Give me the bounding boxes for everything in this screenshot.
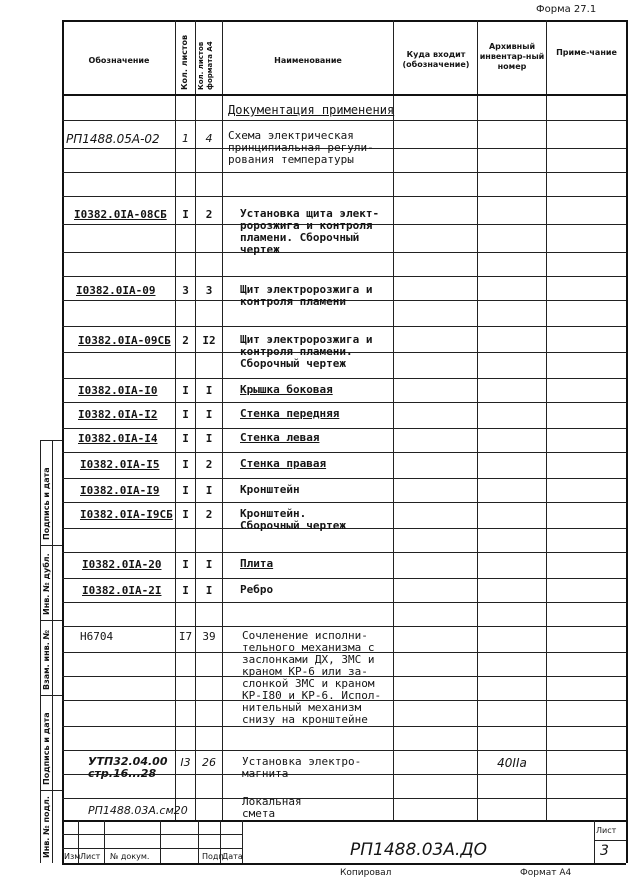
row-line [62,726,626,727]
row-line [62,120,626,121]
row-10-code: I0382.0IA-I9СБ [80,508,173,521]
row-8-sheets: I [182,458,189,471]
row-8-name: Стенка правая [240,457,327,470]
header-designation: Обозначение [88,56,150,65]
tb-izm: Изм [64,852,81,861]
row-1-a4: 4 [205,132,213,145]
frame-bottom [62,863,626,865]
row-1-name: Схема электрическая принципиальная регули- рования температуры [228,129,374,166]
row-6-name: Стенка передняя [240,407,340,420]
row-7-sheets: I [182,432,189,445]
margin-left-edge [40,440,41,863]
margin-inner-edge [52,440,53,863]
row-8-code: I0382.0IA-I5 [80,458,160,471]
row-12-a4: I [205,584,213,597]
row-3-name: Щит электророзжига и контроля пламени [240,283,373,308]
row-3-code: I0382.0IA-09 [76,284,156,297]
row-line [62,428,626,429]
header-archive: Архивный инвентар-ный номер [479,42,545,71]
row-line [62,552,626,553]
row-5-name: Крышка боковая [240,383,333,396]
row-11-code: I0382.0IA-20 [82,558,162,571]
tb-data: Дата [222,852,243,861]
row-line [62,402,626,403]
row-11-a4: I [205,558,213,571]
row-line [62,452,626,453]
row-4-a4: I2 [202,334,216,347]
row-7-a4: I [205,432,213,445]
form-label: Форма 27.1 [536,4,597,15]
margin-sep-2 [40,620,62,621]
margin-vzam-inv: Взам. инв. № [42,629,51,690]
row-10-name: Кронштейн. Сборочный чертеж [240,507,346,532]
margin-inv-dubl: Инв. № дубл. [42,553,51,615]
row-line [62,326,626,327]
row-11-sheets: I [182,558,189,571]
row-13-a4: 39 [202,630,216,643]
row-7-name: Стенка левая [240,431,320,444]
frame-top [62,20,626,22]
row-4-code: I0382.0IA-09СБ [78,334,171,347]
row-6-sheets: I [182,408,189,421]
tb-list: Лист [80,852,101,861]
footer-format: Формат А4 [520,868,572,878]
frame-right [626,20,628,863]
row-line [62,172,626,173]
header-bottom-line [62,94,626,96]
row-14-a4: 26 [202,756,216,769]
row-5-sheets: I [182,384,189,397]
row-line [62,276,626,277]
row-10-a4: 2 [205,508,213,521]
margin-sign-date-bottom: Подпись и дата [42,712,51,785]
row-9-a4: I [205,484,213,497]
margin-sign-date-top: Подпись и дата [42,467,51,540]
row-5-a4: I [205,384,213,397]
row-13-sheets: I7 [178,630,193,643]
header-where-used: Куда входит (обозначение) [402,50,470,69]
row-8-a4: 2 [205,458,213,471]
title-block-top [62,820,626,822]
row-line [62,750,626,751]
tb-col [160,820,161,863]
tb-col [198,820,199,863]
row-14-code: УТП32.04.00 стр.16...28 [88,755,168,780]
title-block-row [62,834,242,835]
row-2-a4: 2 [205,208,213,221]
row-2-code: I0382.0IA-08СБ [74,208,167,221]
row-15-name: Локальная смета [242,795,302,820]
row-15-code: РП1488.03А.см20 [88,804,188,817]
row-1-code: РП1488.05А-02 [66,132,160,146]
row-line [62,502,626,503]
row-line [62,378,626,379]
row-14-sheets: I3 [180,756,191,769]
margin-top [40,440,62,441]
row-line [62,578,626,579]
tb-sheet-no: 3 [600,843,609,859]
header-sheets: Кол. листов [180,34,189,90]
row-9-code: I0382.0IA-I9 [80,484,160,497]
row-10-sheets: I [182,508,189,521]
row-14-name: Установка электро- магнита [242,755,362,780]
row-2-sheets: I [182,208,189,221]
row-12-name: Ребро [240,583,274,596]
row-11-name: Плита [240,557,274,570]
row-4-name: Щит электророзжига и контроля пламени. Сборочный чертеж [240,333,373,370]
header-name: Наименование [274,56,342,65]
row-13-code: Н6704 [80,630,114,643]
row-line [62,798,626,799]
row-14-archive: 40IIа [497,756,527,770]
title-block-sheet-line [594,840,626,841]
row-1-sheets: 1 [182,132,189,145]
row-12-code: I0382.0IA-2I [82,584,162,597]
row-0-name: Документация применения [228,103,395,117]
row-6-code: I0382.0IA-I2 [78,408,158,421]
row-5-code: I0382.0IA-I0 [78,384,158,397]
row-9-sheets: I [182,484,189,497]
margin-inv-podl: Инв. № подл. [42,796,51,858]
row-line [62,602,626,603]
row-4-sheets: 2 [182,334,189,347]
margin-sep-4 [40,790,62,791]
title-block-row [62,848,242,849]
row-6-a4: I [205,408,213,421]
row-12-sheets: I [182,584,189,597]
row-7-code: I0382.0IA-I4 [78,432,158,445]
tb-podp: Подп. [202,852,227,861]
tb-doc-code: РП1488.03А.ДО [350,840,488,860]
row-line [62,626,626,627]
row-13-name: Сочленение исполни- тельного механизма с заслонками ДХ, ЗМС и краном КР-6 или за- слонкой ЗМС и краном КР-I80 и КР-6. Испол- нительный механизм снизу на кронштейне [242,629,382,726]
frame-left [62,20,64,863]
tb-sheet-label: Лист [596,826,617,835]
title-block-sep-sheet [594,820,595,863]
tb-doc-no: № докум. [110,852,150,861]
row-line [62,196,626,197]
header-note: Приме-чание [556,48,617,57]
row-3-sheets: 3 [182,284,189,297]
row-line [62,478,626,479]
tb-col [104,820,105,863]
header-sheets-a4: Кол. листов формата А4 [197,41,214,90]
margin-sep-3 [40,695,62,696]
footer-copied: Копировал [340,868,392,878]
row-9-name: Кронштейн [240,483,300,496]
row-2-name: Установка щита элект- ророзжига и контроля пламени. Сборочный чертеж [240,207,380,256]
row-3-a4: 3 [205,284,213,297]
margin-sep-1 [40,545,62,546]
